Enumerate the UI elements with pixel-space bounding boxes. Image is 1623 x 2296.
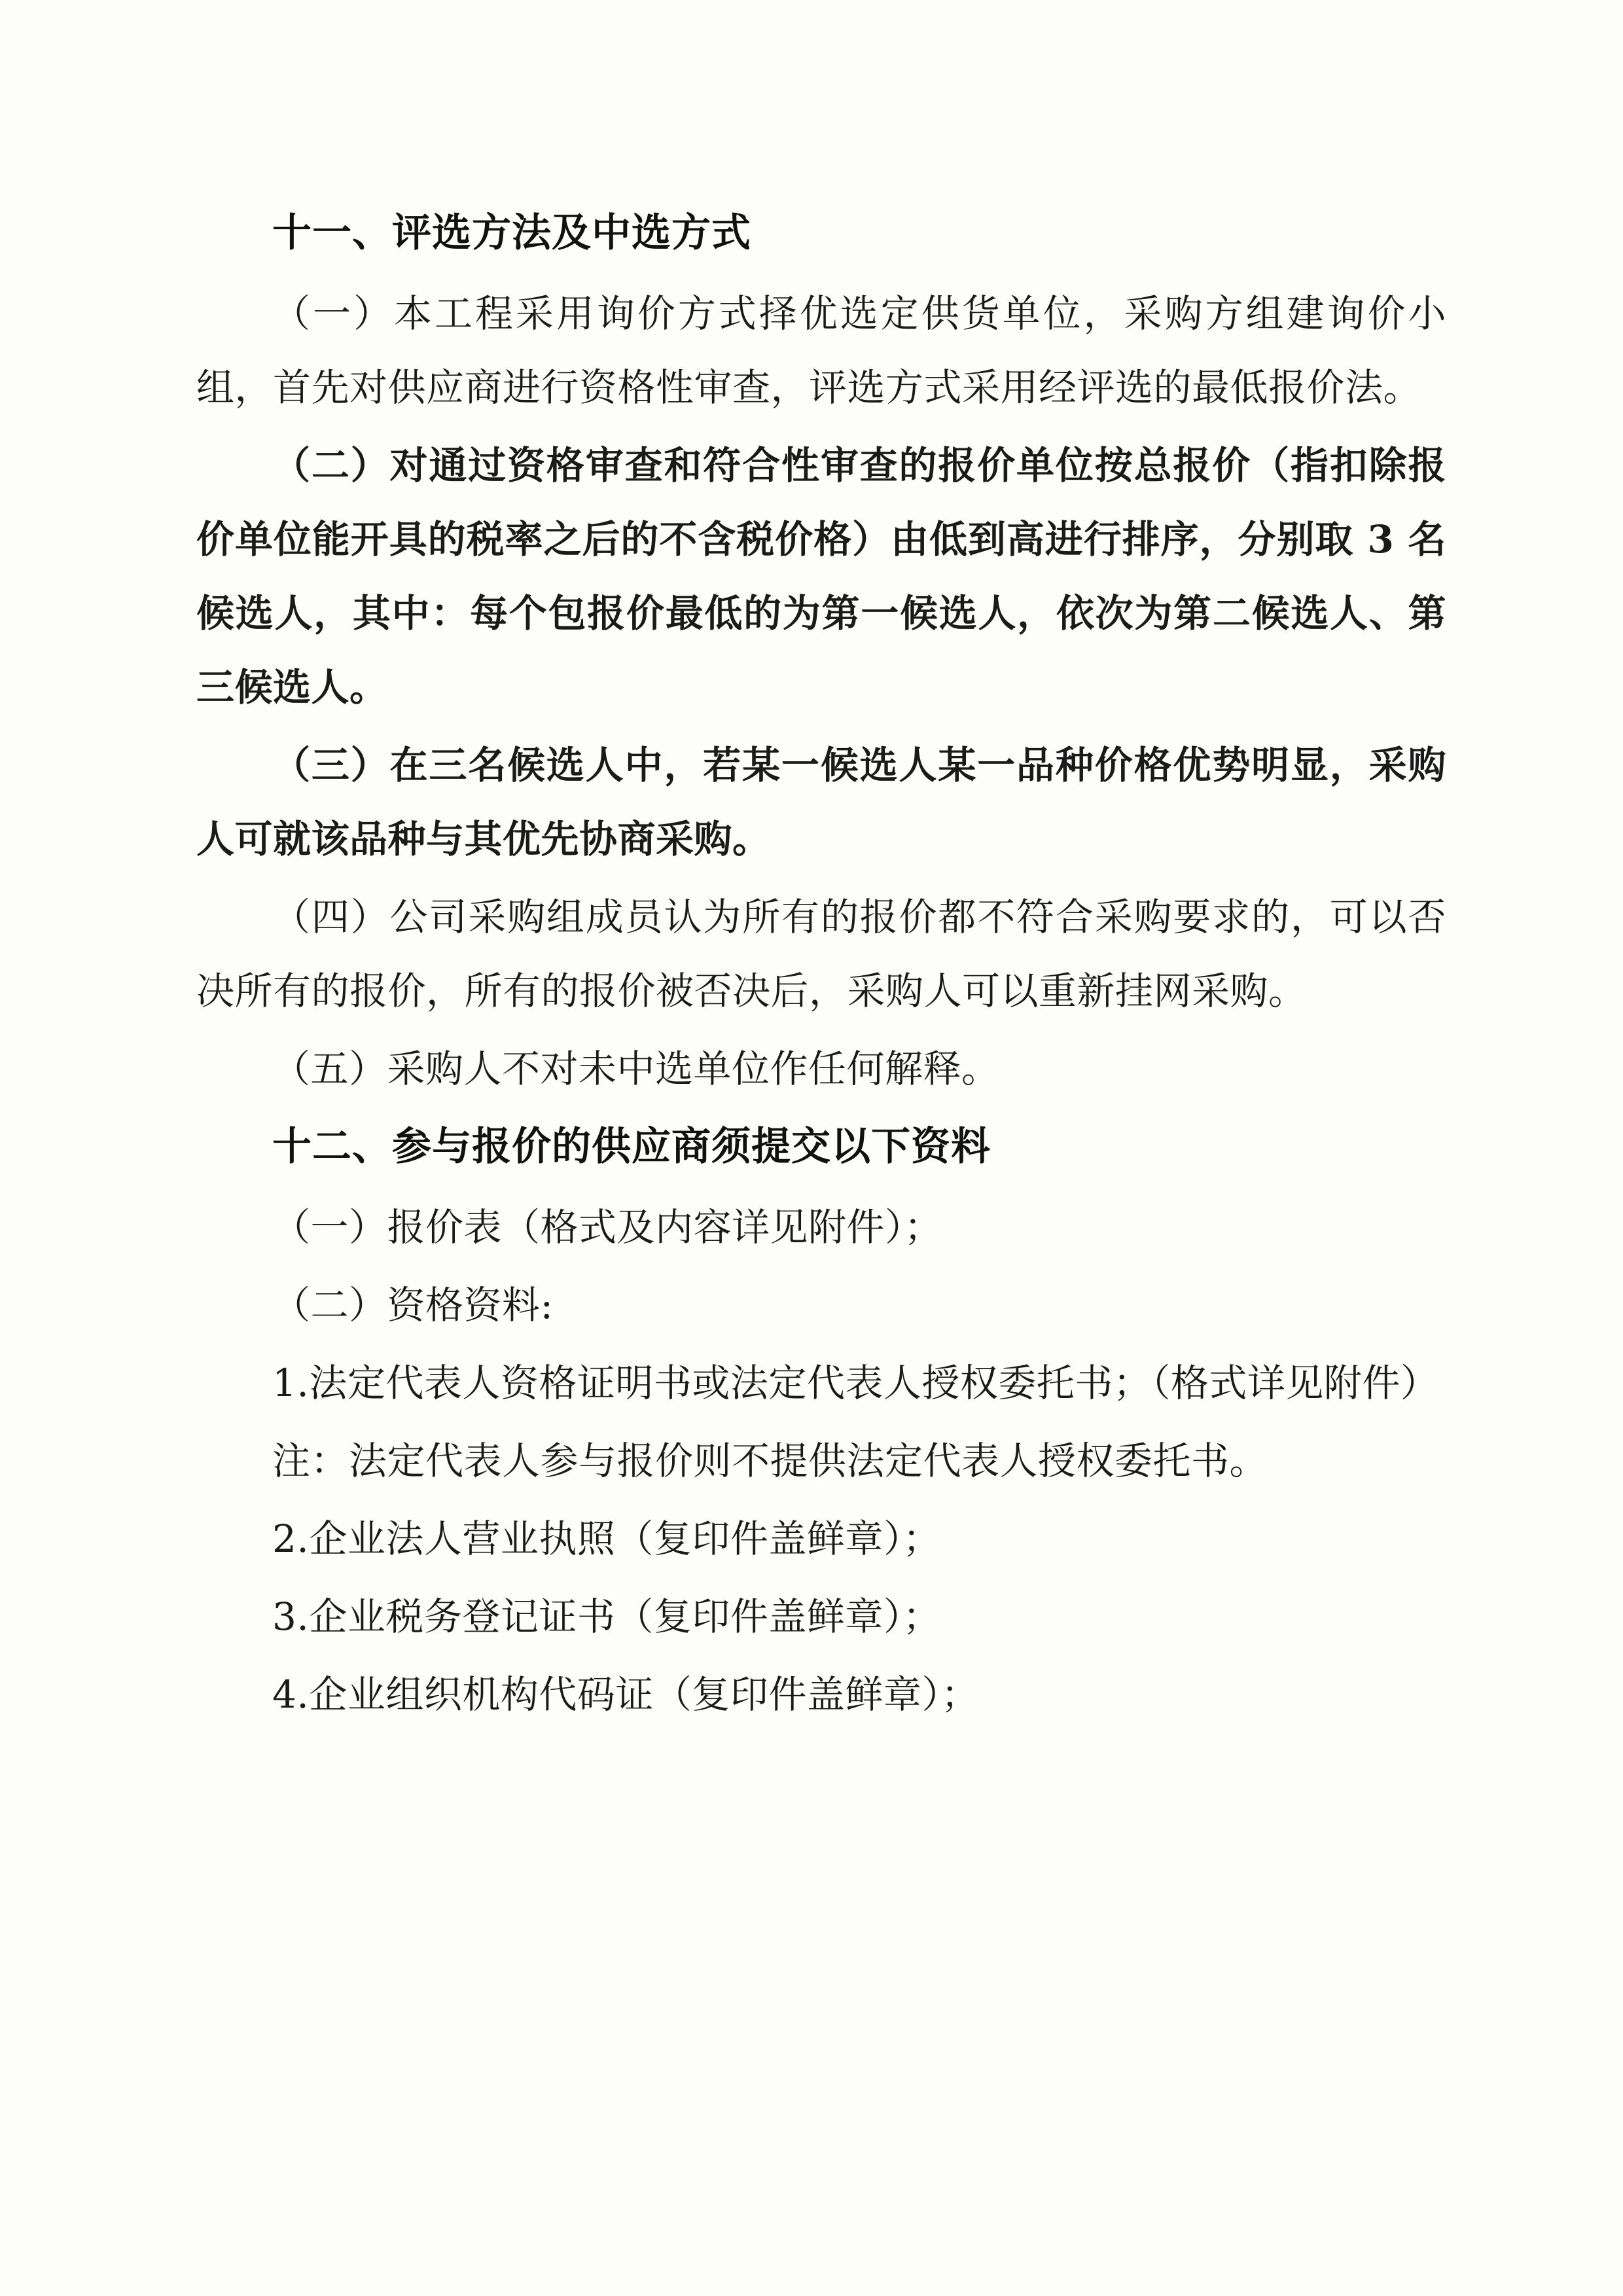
section-heading-twelve: 十二、参与报价的供应商须提交以下资料 xyxy=(272,1124,991,1170)
paragraph-item-1-4: （四）公司采购组成员认为所有的报价都不符合采购要求的，可以否决所有的报价，所有的报价被否决后，采购人可以重新挂网采购。 xyxy=(196,895,1446,1013)
paragraph-item-1-3: （三）在三名候选人中，若某一候选人某一品种价格优势明显，采购人可就该品种与其优先协商采购。 xyxy=(196,743,1446,861)
paragraph-item-2-1: （一）报价表（格式及内容详见附件）； xyxy=(272,1205,943,1249)
paragraph-item-2-2-4: 4.企业组织机构代码证（复印件盖鲜章）； xyxy=(272,1672,980,1717)
paragraph-item-1-2: （二）对通过资格审查和符合性审查的报价单位按总报价（指扣除报价单位能开具的税率之后的不含税价格）由低到高进行排序，分别取 3 名候选人，其中：每个包报价最低的为第一候选人，依次为第二候选人、第三候选人。 xyxy=(196,443,1446,709)
document-body xyxy=(196,196,1446,1736)
paragraph-item-2-2-2: 2.企业法人营业执照（复印件盖鲜章）； xyxy=(272,1516,941,1561)
paragraph-item-2-2-3: 3.企业税务登记证书（复印件盖鲜章）； xyxy=(272,1594,941,1639)
paragraph-item-2-2: （二）资格资料: xyxy=(272,1283,554,1327)
section-heading-eleven: 十一、评选方法及中选方式 xyxy=(272,210,751,256)
paragraph-item-1-1: （一）本工程采用询价方式择优选定供货单位，采购方组建询价小组，首先对供应商进行资格性审查，评选方式采用经评选的最低报价法。 xyxy=(196,291,1446,410)
paragraph-item-1-5: （五）采购人不对未中选单位作任何解释。 xyxy=(272,1047,1000,1091)
paragraph-item-2-2-1: 1.法定代表人资格证明书或法定代表人授权委托书；（格式详见附件） xyxy=(272,1361,1439,1405)
paragraph-item-2-2-note: 注：法定代表人参与报价则不提供法定代表人授权委托书。 xyxy=(272,1439,1268,1483)
